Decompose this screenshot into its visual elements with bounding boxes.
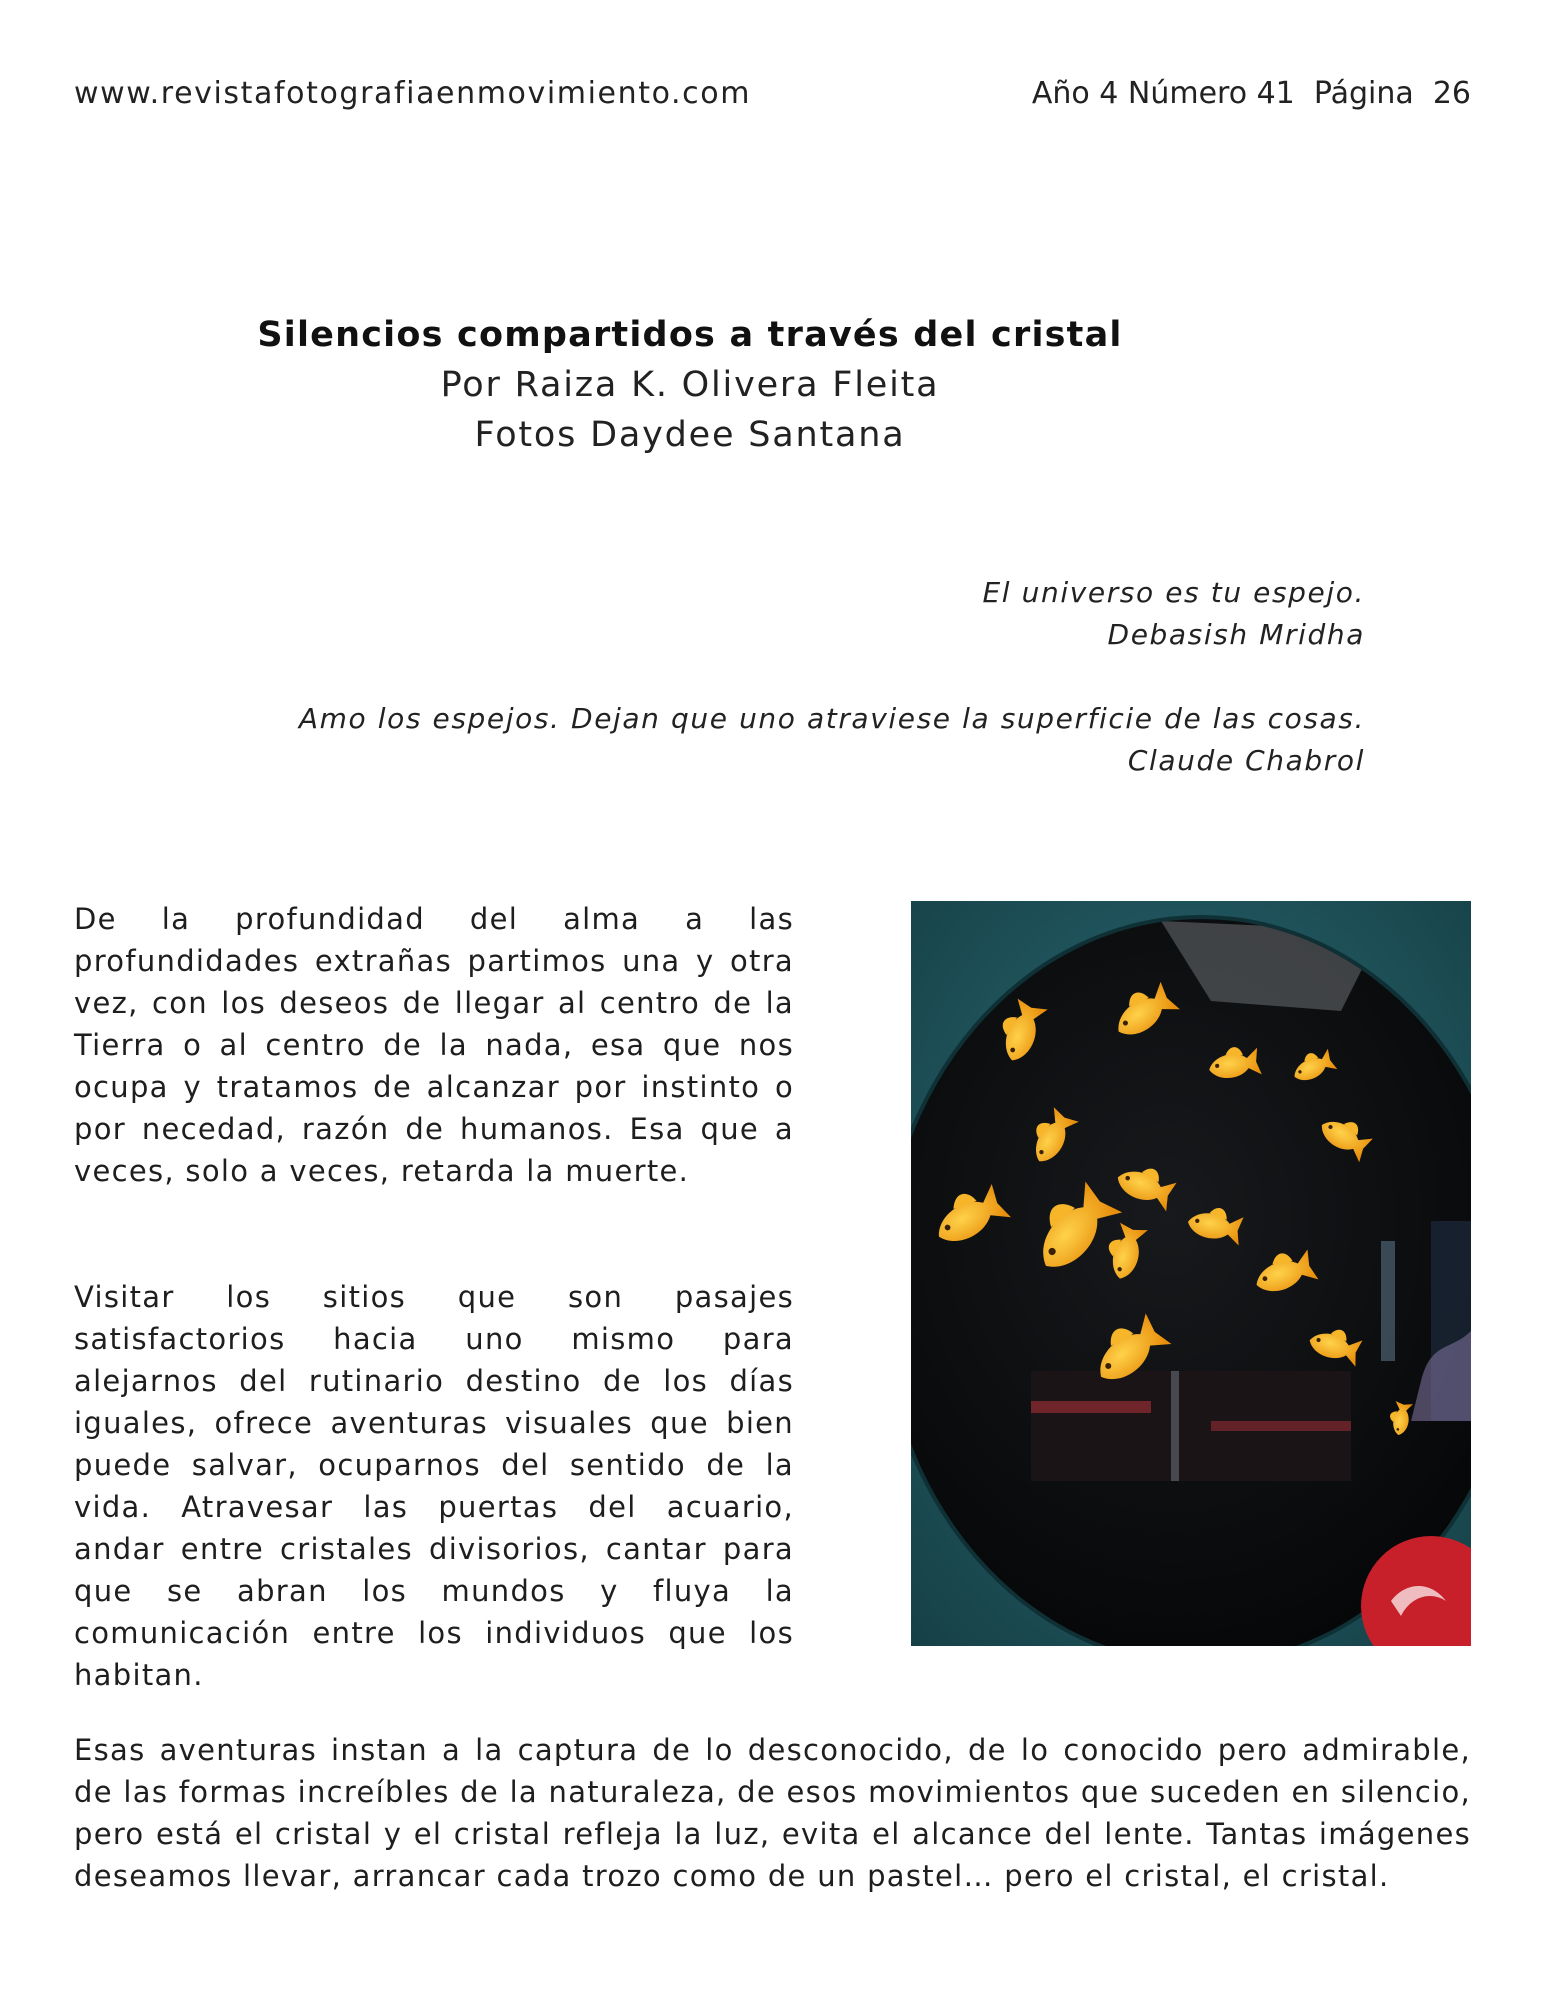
body-paragraph-3: Esas aventuras instan a la captura de lo desconocido, de lo conocido pero admirable, de las formas increíbles de la naturaleza, de esos movimientos que suceden en silencio, pero está el cristal y el cristal refleja la luz, evita el alcance del lente. Tantas imágenes deseamos llevar, arrancar cada trozo como de un pastel… pero el cristal, el cristal.: [74, 1733, 1471, 1893]
issue-page-info: Año 4 Número 41 Página 26: [1031, 76, 1471, 111]
epigraph-2-text: Amo los espejos. Dejan que uno atraviese la superficie de las cosas.: [298, 702, 1365, 735]
epigraph-1-text: El universo es tu espejo.: [982, 576, 1365, 609]
red-reflection: [1211, 1421, 1351, 1431]
epigraph-2-author: Claude Chabrol: [1127, 744, 1365, 777]
article-heading: [0, 310, 1380, 460]
epigraph-1-author: Debasish Mridha: [1107, 618, 1365, 651]
body-paragraph-1: De la profundidad del alma a las profundidades extrañas partimos una y otra vez, con los deseos de llegar al centro de la Tierra o al centro de la nada, esa que nos ocupa y tratamos de alcanzar por instinto o por necedad, razón de humanos. Esa que a veces, solo a veces, retarda la muerte.: [74, 902, 794, 1188]
article-author: Por Raiza K. Olivera Fleita: [440, 365, 940, 405]
epigraphs: [299, 572, 1365, 782]
light-reflection: [1171, 1371, 1179, 1481]
aquarium-illustration: [911, 901, 1471, 1646]
body-paragraph-2: Visitar los sitios que son pasajes satisfactorios hacia uno mismo para alejarnos del rutinario destino de los días iguales, ofrece aventuras visuales que bien puede salvar, ocuparnos del sentido de la vida. Atravesar las puertas del acuario, andar entre cristales divisorios, cantar para que se abran los mundos y fluya la comunicación entre los individuos que los habitan.: [74, 1280, 794, 1692]
epigraph-spacer: [299, 656, 1365, 698]
light-strip: [1381, 1241, 1395, 1361]
photo-credit: Fotos Daydee Santana: [474, 415, 906, 455]
article-title: Silencios compartidos a través del cristal: [257, 315, 1123, 355]
red-reflection: [1031, 1401, 1151, 1413]
aquarium-photo: [911, 901, 1471, 1646]
website-url[interactable]: www.revistafotografiaenmovimiento.com: [74, 76, 752, 111]
